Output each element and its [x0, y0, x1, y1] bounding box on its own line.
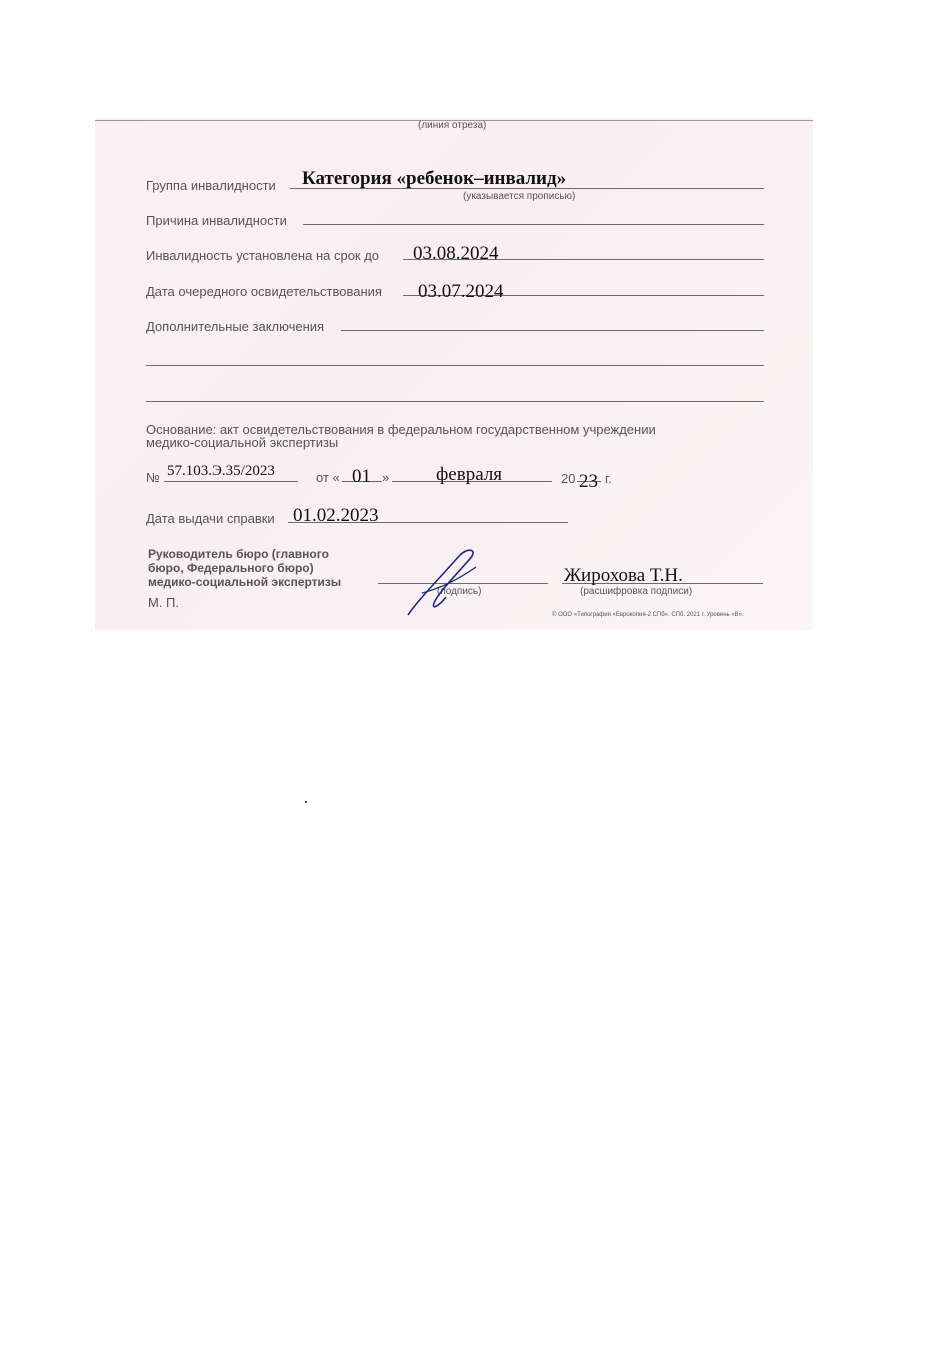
act-day-value: 01	[352, 466, 371, 487]
stamp-place: М. П.	[148, 595, 180, 610]
basis-text-line1: Основание: акт освидетельствования в федеральном государственном учреждении	[146, 422, 656, 437]
handwritten-signature	[398, 545, 488, 620]
additional-line-1	[341, 330, 764, 331]
basis-text-line2: медико-социальной экспертизы	[146, 435, 339, 450]
head-title-line2: бюро, Федерального бюро)	[148, 561, 314, 575]
act-number-prefix: №	[146, 470, 160, 485]
term-value: 03.08.2024	[413, 243, 499, 264]
head-title-line3: медико-социальной экспертизы	[148, 575, 342, 589]
group-label: Группа инвалидности	[146, 178, 276, 193]
scan-speck	[305, 801, 307, 803]
act-year-suffix: г.	[605, 471, 612, 486]
next-exam-label: Дата очередного освидетельствования	[146, 284, 382, 299]
additional-line-3	[146, 401, 764, 402]
act-day-close: »	[382, 470, 390, 485]
head-title-line1: Руководитель бюро (главного	[148, 547, 329, 561]
act-number-line	[164, 481, 298, 482]
reason-line	[303, 224, 764, 225]
head-title	[148, 547, 341, 589]
issue-date-label: Дата выдачи справки	[146, 511, 275, 526]
act-number-value: 57.103.Э.35/2023	[167, 463, 275, 479]
name-hint: (расшифровка подписи)	[580, 586, 693, 597]
signature-hint: (подпись)	[437, 586, 482, 597]
act-year-prefix: 20	[561, 471, 576, 486]
group-value: Категория «ребенок–инвалид»	[302, 168, 567, 189]
additional-line-2	[146, 365, 764, 366]
act-year-value: 23	[579, 471, 598, 492]
group-hint: (указывается прописью)	[463, 191, 576, 202]
reason-label: Причина инвалидности	[146, 213, 287, 228]
issue-date-value: 01.02.2023	[293, 505, 379, 526]
head-name-value: Жирохова Т.Н.	[564, 565, 683, 586]
term-label: Инвалидность установлена на срок до	[146, 248, 380, 263]
act-from-label: от «	[316, 470, 340, 485]
act-month-value: февраля	[436, 464, 503, 485]
next-exam-value: 03.07.2024	[418, 281, 504, 302]
copyright-note: © ООО «Типография «Еврокопия-2 СПб». СПб. 2021 г. Уровень «В».	[552, 612, 744, 618]
additional-label: Дополнительные заключения	[146, 319, 325, 334]
cut-line-label: (линия отреза)	[418, 120, 487, 131]
